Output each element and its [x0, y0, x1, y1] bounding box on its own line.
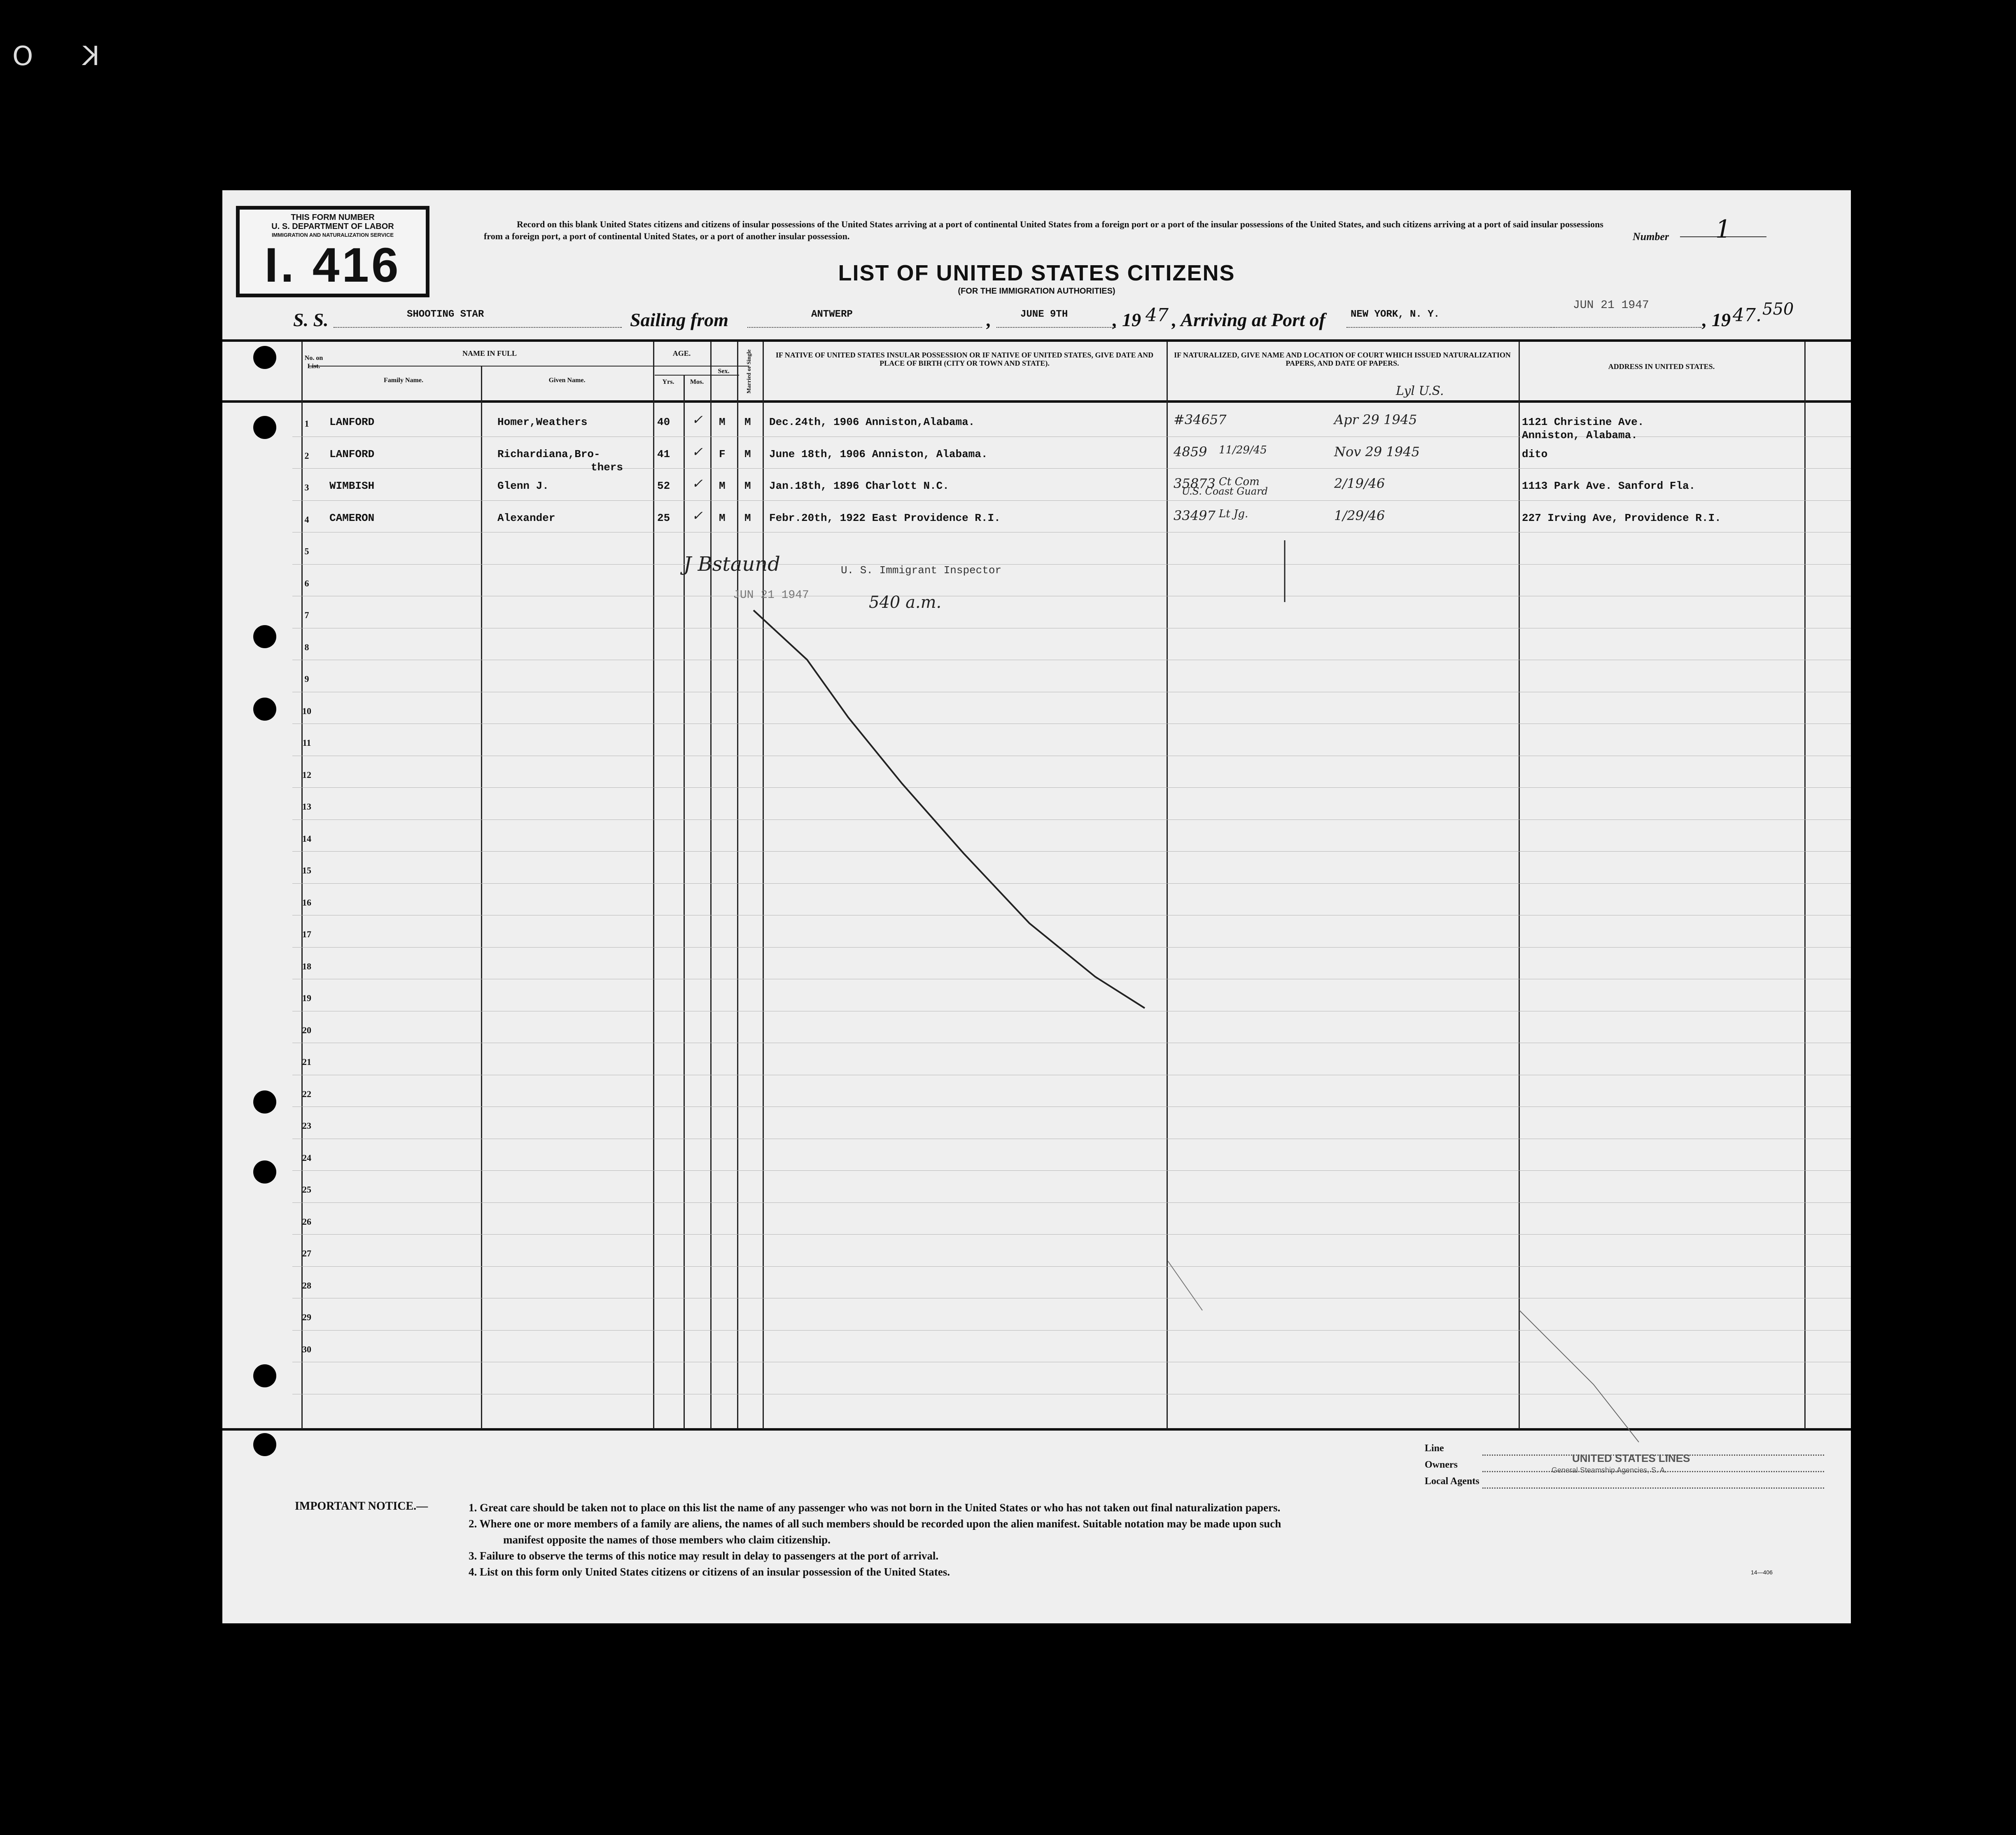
age-years: 40 — [657, 416, 670, 428]
papers-date: Nov 29 1945 — [1334, 444, 1420, 460]
row-number: 18 — [302, 961, 311, 971]
arriving-label: , Arriving at Port of — [1172, 309, 1325, 330]
row-number: 14 — [302, 833, 311, 844]
row-number: 25 — [302, 1184, 311, 1195]
papers-date: 2/19/46 — [1334, 476, 1385, 491]
marital-status: M — [744, 480, 751, 492]
family-name: CAMERON — [329, 511, 375, 524]
row-number: 9 — [304, 674, 309, 684]
row-number: 24 — [302, 1152, 311, 1163]
given-name: Homer,Weathers — [497, 416, 588, 428]
page-title: LIST OF UNITED STATES CITIZENS — [838, 261, 1235, 285]
sex: M — [719, 511, 726, 524]
court-name-cont: U.S. Coast Guard — [1182, 486, 1268, 497]
sex: M — [719, 480, 726, 492]
family-name: LANFORD — [329, 448, 375, 460]
row-number: 4 — [304, 514, 309, 525]
row-number: 29 — [302, 1312, 311, 1322]
row-number: 23 — [302, 1121, 311, 1131]
row-number: 7 — [304, 610, 309, 620]
row-number: 16 — [302, 897, 311, 908]
court-name: 11/29/45 — [1219, 444, 1267, 456]
form-number: I. 416 — [264, 238, 401, 292]
film-mark-o: O — [12, 41, 33, 72]
agent-stamp-line2: General Steamship Agencies, S. A. — [1552, 1466, 1667, 1474]
row-number: 28 — [302, 1280, 311, 1291]
certificate-number: #34657 — [1174, 412, 1227, 427]
given-name: Richardiana,Bro- — [497, 448, 600, 460]
row-number: 30 — [302, 1344, 311, 1354]
marital-status: M — [744, 416, 751, 428]
address: 1113 Park Ave. Sanford Fla. — [1522, 480, 1696, 492]
arrival-port: NEW YORK, N. Y. — [1351, 309, 1440, 320]
certificate-number: 33497 — [1174, 507, 1216, 523]
family-name: WIMBISH — [329, 480, 375, 492]
row-number: 10 — [302, 705, 311, 716]
notice-item: 4. List on this form only United States citizens or citizens of an insular possession of the United States. — [469, 1566, 950, 1578]
agent-stamp-line1: UNITED STATES LINES — [1572, 1452, 1690, 1464]
year-handwritten: 47 — [1146, 305, 1169, 326]
row-number: 1 — [304, 418, 309, 429]
cancel-line — [222, 190, 1851, 1623]
naturalized-note: Lyl U.S. — [1396, 384, 1444, 398]
footer-line-label: Line — [1425, 1443, 1444, 1454]
form-box-department: U. S. DEPARTMENT OF LABOR — [271, 222, 394, 231]
notice-lead: IMPORTANT NOTICE.— — [295, 1500, 428, 1513]
print-code: 14—406 — [1751, 1569, 1773, 1576]
sailing-label: Sailing from — [630, 309, 729, 330]
ss-label: S. S. — [293, 309, 329, 330]
row-number: 2 — [304, 450, 309, 461]
address-cont: Anniston, Alabama. — [1522, 429, 1638, 441]
header-married-single: Married or Single — [746, 349, 752, 394]
header-sex: Sex. — [718, 368, 730, 375]
row-number: 6 — [304, 578, 309, 588]
sex: M — [719, 416, 726, 428]
number-label: Number — [1633, 231, 1669, 243]
row-number: 22 — [302, 1088, 311, 1099]
form-box-header: THIS FORM NUMBER — [291, 213, 375, 222]
age-years: 52 — [657, 480, 670, 492]
sailing-date: JUNE 9TH — [1020, 309, 1068, 320]
check-mark: ✓ — [692, 444, 703, 460]
row-number: 12 — [302, 769, 311, 780]
row-number: 21 — [302, 1057, 311, 1067]
footer-agents-dots — [1482, 1478, 1824, 1489]
row-number: 27 — [302, 1248, 311, 1258]
row-number: 19 — [302, 993, 311, 1003]
footer-owners-label: Owners — [1425, 1459, 1458, 1470]
form-box-service: IMMIGRATION AND NATURALIZATION SERVICE — [271, 232, 394, 238]
birth-info: Jan.18th, 1896 Charlott N.C. — [769, 480, 949, 492]
check-mark: ✓ — [692, 507, 703, 523]
page-subtitle: (FOR THE IMMIGRATION AUTHORITIES) — [958, 287, 1115, 296]
age-years: 25 — [657, 511, 670, 524]
header-address: ADDRESS IN UNITED STATES. — [1608, 362, 1715, 371]
sailing-from: ANTWERP — [811, 309, 853, 320]
header-mos: Mos. — [690, 378, 704, 385]
check-mark: ✓ — [692, 412, 703, 427]
inspector-time: 540 a.m. — [869, 593, 942, 612]
notice-item: manifest opposite the names of those members who claim citizenship. — [503, 1534, 831, 1546]
court-name: Lt Jg. — [1219, 507, 1248, 520]
header-no-on-list: No. on List. — [304, 355, 323, 370]
papers-date: 1/29/46 — [1334, 507, 1385, 523]
row-number: 13 — [302, 801, 311, 812]
birth-info: Febr.20th, 1922 East Providence R.I. — [769, 511, 1001, 524]
header-family-name: Family Name. — [384, 377, 423, 384]
arrival-date-stamp: JUN 21 1947 — [1573, 299, 1649, 312]
row-number: 26 — [302, 1216, 311, 1227]
address: 227 Irving Ave, Providence R.I. — [1522, 511, 1721, 524]
inspector-title: U. S. Immigrant Inspector — [841, 564, 1002, 577]
family-name: LANFORD — [329, 416, 375, 428]
row-number: 15 — [302, 865, 311, 875]
marital-status: M — [744, 448, 751, 460]
certificate-number: 35873 — [1174, 476, 1216, 491]
inspector-stamp-date: JUN 21 1947 — [733, 589, 809, 602]
intro-text: Record on this blank United States citizens and citizens of insular possessions of the United States arriving at a port of continental United States from a foreign port or a port of the insular possessions of the United States, and such citizens arriving at a port of said insular possessions from a foreign port, a port of continental United States, or a port of another insular possession. — [484, 219, 1603, 241]
given-name: Glenn J. — [497, 480, 549, 492]
notice-item: 2. Where one or more members of a family are aliens, the names of all such members should be recorded upon the alien manifest. Suitable notation may be made upon such — [469, 1517, 1281, 1530]
certificate-number: 4859 — [1174, 444, 1207, 460]
notice-item: 3. Failure to observe the terms of this notice may result in delay to passengers at the port of arrival. — [469, 1550, 939, 1562]
inspector-signature: J Bstaund — [684, 553, 780, 576]
address: 1121 Christine Ave. — [1522, 416, 1644, 428]
row-number: 20 — [302, 1025, 311, 1035]
corner-number: 550 — [1762, 300, 1794, 319]
header-given-name: Given Name. — [548, 377, 586, 384]
ship-name: SHOOTING STAR — [407, 309, 484, 320]
row-number: 3 — [304, 482, 309, 493]
row-number: 5 — [304, 546, 309, 556]
manifest-sheet — [222, 190, 1851, 1623]
birth-info: June 18th, 1906 Anniston, Alabama. — [769, 448, 988, 460]
notice-item: 1. Great care should be taken not to place on this list the name of any passenger who was not born in the United States or who has not taken out final naturalization papers. — [469, 1501, 1281, 1514]
header-naturalized: IF NATURALIZED, GIVE NAME AND LOCATION OF COURT WHICH ISSUED NATURALIZATION PAPERS, AND DATE OF PAPERS. — [1174, 351, 1511, 367]
check-mark: ✓ — [692, 476, 703, 491]
header-birth: IF NATIVE OF UNITED STATES INSULAR POSSESSION OR IF NATIVE OF UNITED STATES, GIVE DATE AND PLACE OF BIRTH (CITY OR TOWN AND STATE). — [775, 351, 1154, 367]
year2-prefix: , 19 — [1702, 309, 1731, 330]
header-yrs: Yrs. — [662, 378, 674, 385]
address: dito — [1522, 448, 1548, 460]
sex: F — [719, 448, 726, 460]
age-years: 41 — [657, 448, 670, 460]
court-name: Ct Com — [1219, 476, 1260, 488]
footer-agents-label: Local Agents — [1425, 1476, 1479, 1487]
row-number: 11 — [302, 738, 311, 748]
row-number: 8 — [304, 642, 309, 652]
year-prefix: , 19 — [1113, 309, 1141, 330]
year2-handwritten: 47. — [1733, 305, 1762, 326]
given-name: Alexander — [497, 511, 555, 524]
given-name-cont: thers — [591, 461, 623, 474]
header-age: AGE. — [672, 349, 691, 357]
header-name-in-full: NAME IN FULL — [462, 349, 517, 357]
row-number: 17 — [302, 929, 311, 939]
comma: , — [987, 309, 992, 330]
number-value: 1 — [1680, 215, 1766, 237]
marital-status: M — [744, 511, 751, 524]
papers-date: Apr 29 1945 — [1334, 412, 1417, 427]
film-mark-k: K — [82, 41, 100, 72]
birth-info: Dec.24th, 1906 Anniston,Alabama. — [769, 416, 975, 428]
